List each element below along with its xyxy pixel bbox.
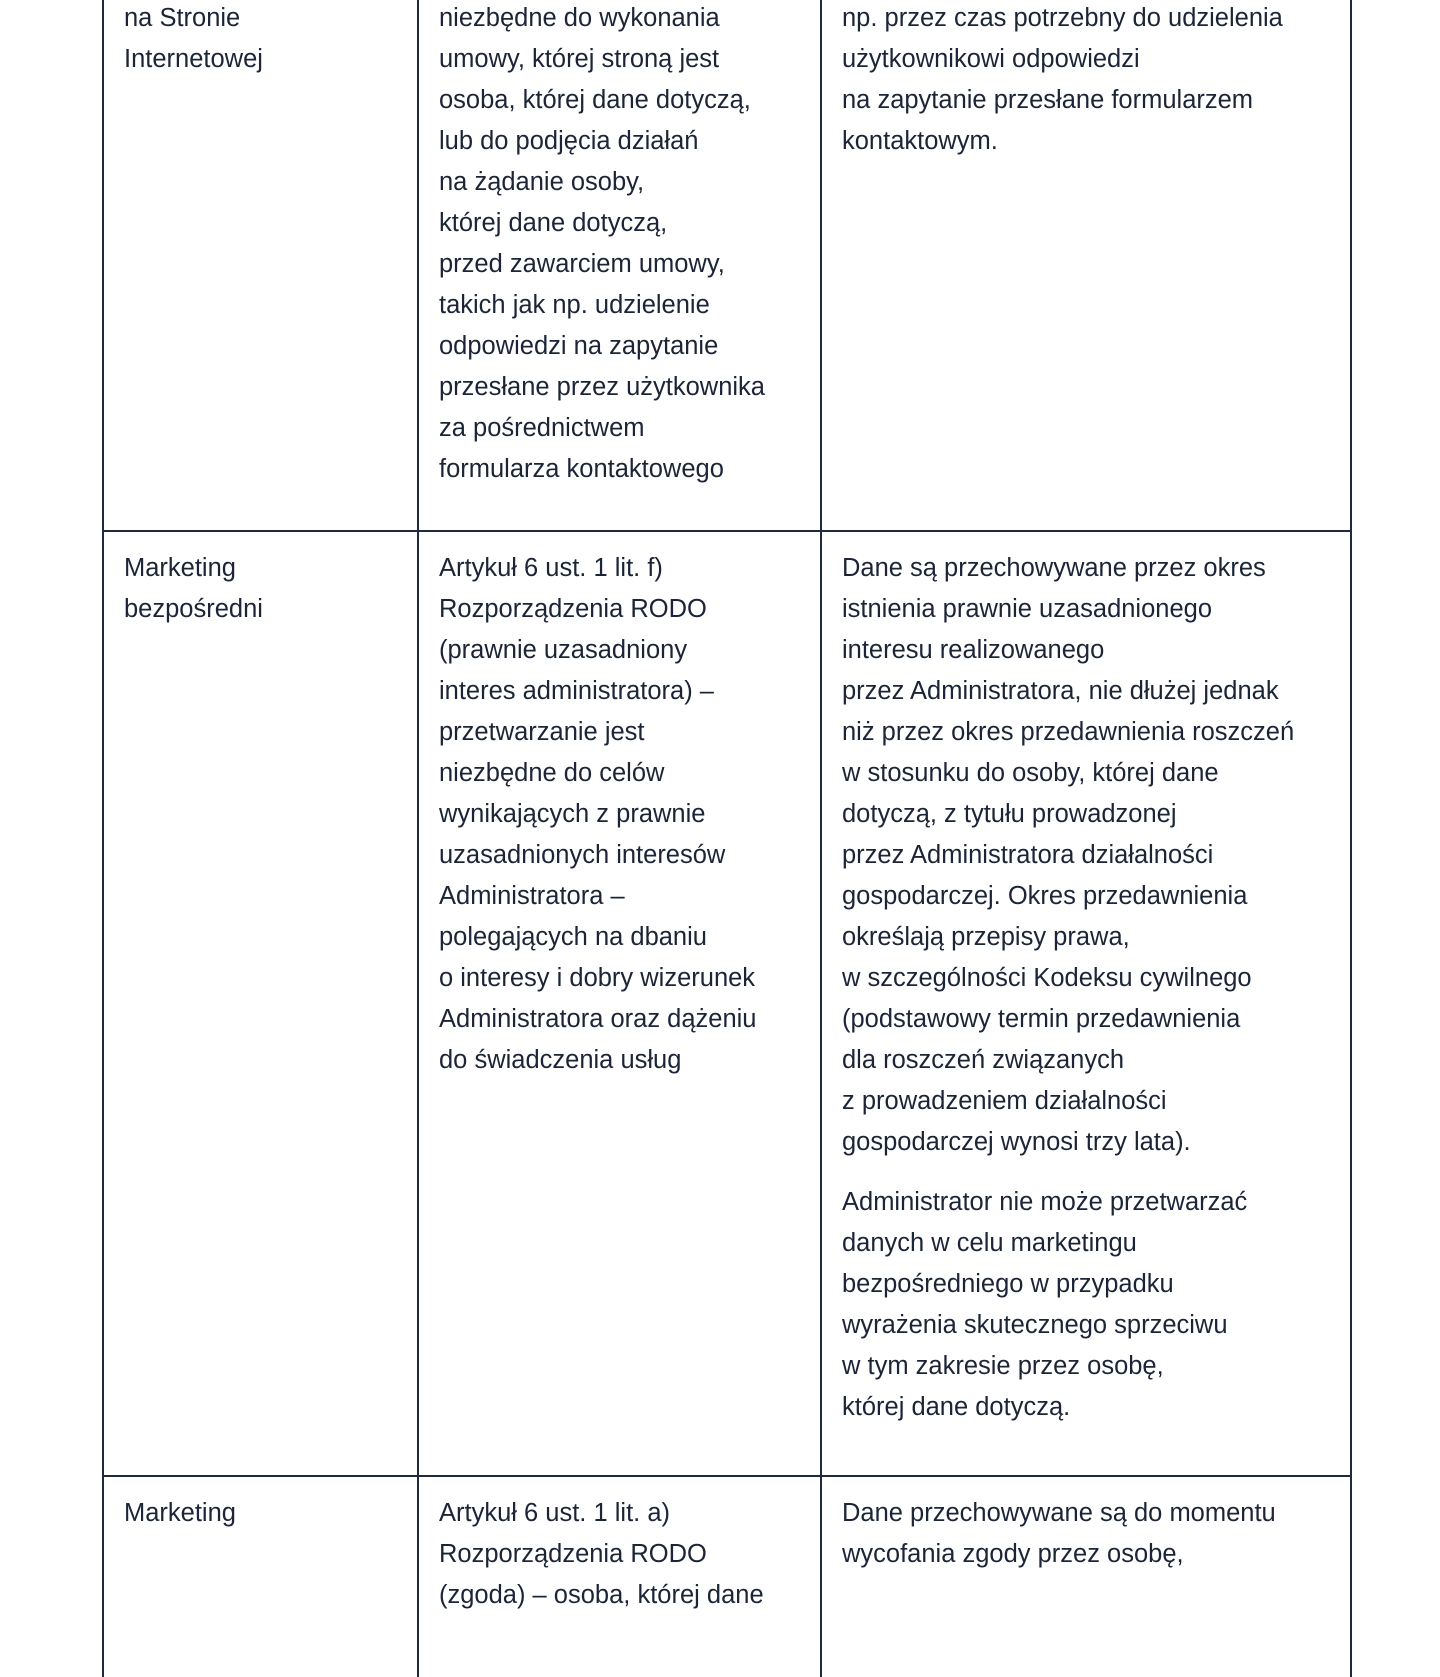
purpose-line: na Stronie [124, 4, 241, 32]
legal-basis-line: takich jak np. udzielenie [439, 291, 710, 319]
retention-paragraph [842, 1493, 1330, 1575]
legal-basis-line: formularza kontaktowego [439, 455, 724, 483]
retention-line: której dane dotyczą. [842, 1393, 1071, 1421]
table-row [102, 0, 1352, 532]
purpose-cell [104, 0, 419, 530]
legal-basis-line: Artykuł 6 ust. 1 lit. f) [439, 554, 663, 582]
retention-line: bezpośredniego w przypadku [842, 1270, 1174, 1298]
legal-basis-cell [419, 1477, 822, 1677]
legal-basis-line: niezbędne do wykonania [439, 4, 720, 32]
legal-basis-line: na żądanie osoby, [439, 168, 645, 196]
legal-basis-line: której dane dotyczą, [439, 209, 668, 237]
retention-period-cell [822, 532, 1350, 1475]
retention-line: gospodarczej. Okres przedawnienia [842, 882, 1248, 910]
retention-line: przez Administratora działalności [842, 841, 1214, 869]
retention-line: wyrażenia skutecznego sprzeciwu [842, 1311, 1228, 1339]
retention-line: przez Administratora, nie dłużej jednak [842, 677, 1279, 705]
retention-line: istnienia prawnie uzasadnionego [842, 595, 1213, 623]
retention-line: dotyczą, z tytułu prowadzonej [842, 800, 1177, 828]
legal-basis-line: wynikających z prawnie [439, 800, 706, 828]
legal-basis-line: Rozporządzenia RODO [439, 595, 707, 623]
purpose-line: bezpośredni [124, 595, 263, 623]
purpose-cell [104, 1477, 419, 1677]
legal-basis-cell [419, 0, 822, 530]
legal-basis-line: interes administratora) – [439, 677, 714, 705]
retention-line: danych w celu marketingu [842, 1229, 1137, 1257]
retention-paragraph [842, 1182, 1330, 1428]
table-row [102, 1477, 1352, 1677]
retention-line: w stosunku do osoby, której dane [842, 759, 1219, 787]
retention-paragraph [842, 548, 1330, 1163]
retention-line: na zapytanie przesłane formularzem [842, 86, 1254, 114]
legal-basis-line: polegających na dbaniu [439, 923, 707, 951]
table-row [102, 532, 1352, 1477]
legal-basis-line: odpowiedzi na zapytanie [439, 332, 719, 360]
retention-line: w szczególności Kodeksu cywilnego [842, 964, 1252, 992]
purpose-line: Internetowej [124, 45, 263, 73]
legal-basis-line: przetwarzanie jest [439, 718, 645, 746]
retention-line: wycofania zgody przez osobę, [842, 1540, 1184, 1568]
legal-basis-line: (zgoda) – osoba, której dane [439, 1581, 764, 1609]
legal-basis-line: Administratora – [439, 882, 625, 910]
legal-basis-line: Administratora oraz dążeniu [439, 1005, 757, 1033]
retention-line: interesu realizowanego [842, 636, 1105, 664]
retention-paragraph [842, 0, 1330, 162]
legal-basis-line: o interesy i dobry wizerunek [439, 964, 756, 992]
purpose-cell [104, 532, 419, 1475]
retention-line: Dane przechowywane są do momentu [842, 1499, 1276, 1527]
legal-basis-line: niezbędne do celów [439, 759, 665, 787]
purpose-line: Marketing [124, 1499, 236, 1527]
retention-line: dla roszczeń związanych [842, 1046, 1125, 1074]
retention-line: Administrator nie może przetwarzać [842, 1188, 1248, 1216]
retention-line: Dane są przechowywane przez okres [842, 554, 1266, 582]
legal-basis-line: za pośrednictwem [439, 414, 645, 442]
retention-line: kontaktowym. [842, 127, 998, 155]
retention-line: w tym zakresie przez osobę, [842, 1352, 1164, 1380]
legal-basis-line: Rozporządzenia RODO [439, 1540, 707, 1568]
data-processing-table [102, 0, 1352, 1677]
retention-line: użytkownikowi odpowiedzi [842, 45, 1140, 73]
legal-basis-line: Artykuł 6 ust. 1 lit. a) [439, 1499, 670, 1527]
legal-basis-line: umowy, której stroną jest [439, 45, 720, 73]
retention-line: określają przepisy prawa, [842, 923, 1130, 951]
legal-basis-line: (prawnie uzasadniony [439, 636, 688, 664]
retention-line: np. przez czas potrzebny do udzielenia [842, 4, 1283, 32]
legal-basis-line: osoba, której dane dotyczą, [439, 86, 751, 114]
retention-line: (podstawowy termin przedawnienia [842, 1005, 1241, 1033]
legal-basis-line: uzasadnionych interesów [439, 841, 726, 869]
retention-line: gospodarczej wynosi trzy lata). [842, 1128, 1191, 1156]
legal-basis-cell [419, 532, 822, 1475]
purpose-line: Marketing [124, 554, 236, 582]
legal-basis-line: przed zawarciem umowy, [439, 250, 725, 278]
legal-basis-line: lub do podjęcia działań [439, 127, 699, 155]
legal-basis-line: przesłane przez użytkownika [439, 373, 765, 401]
legal-basis-line: do świadczenia usług [439, 1046, 682, 1074]
retention-period-cell [822, 0, 1350, 530]
retention-period-cell [822, 1477, 1350, 1677]
retention-line: z prowadzeniem działalności [842, 1087, 1167, 1115]
retention-line: niż przez okres przedawnienia roszczeń [842, 718, 1295, 746]
